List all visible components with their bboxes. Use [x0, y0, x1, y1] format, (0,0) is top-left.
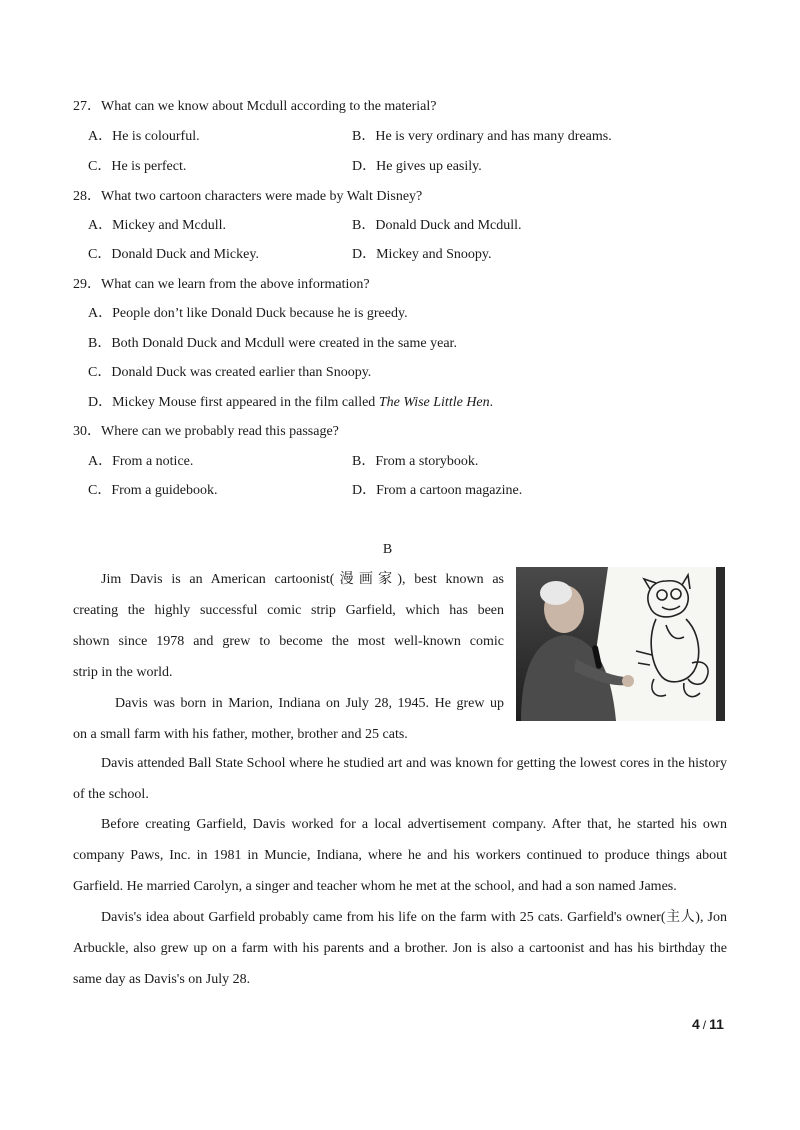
question-29-option-c: C．Donald Duck was created earlier than Snoopy.	[88, 365, 372, 380]
question-29-option-a: A．People don’t like Donald Duck because he is greedy.	[88, 306, 408, 321]
passage-paragraph-3: Davis attended Ball State School where he studied art and was known for getting the lowest cores in the history of the school.	[73, 756, 727, 802]
question-27-option-a: A．He is colourful.	[88, 129, 200, 144]
question-28-stem: 28．What two cartoon characters were made by Walt Disney?	[73, 189, 423, 204]
question-29-option-d-period: .	[489, 395, 494, 410]
passage-paragraph-2	[73, 688, 504, 750]
question-29-option-d	[88, 393, 493, 413]
question-27-option-c: C．He is perfect.	[88, 159, 187, 174]
paragraph-1-line-2: creating the highly successful comic strip Garfield, which has been	[73, 603, 504, 618]
passage-paragraph-4: Before creating Garfield, Davis worked for a local advertisement company. After that, he started his own company Paws, Inc. in 1981 in Muncie, Indiana, where he and his workers continued to produce things about Garfield. He married Carolyn, a singer and teacher whom he met at the school, and had a son named James.	[73, 817, 727, 894]
question-30-option-b: B．From a storybook.	[352, 454, 479, 469]
paragraph-2-line-1: Davis was born in Marion, Indiana on July 28, 1945. He grew up	[115, 696, 504, 711]
page-number	[692, 1016, 724, 1032]
question-30-option-d: D．From a cartoon magazine.	[352, 483, 523, 498]
film-title: The Wise Little Hen	[378, 395, 490, 410]
question-28-option-a: A．Mickey and Mcdull.	[88, 218, 227, 233]
page-number-total: 11	[709, 1016, 724, 1032]
paragraph-1-line-4: strip in the world.	[73, 665, 173, 680]
paragraph-1-line-1: Jim Davis is an American cartoonist(漫画家), best known as	[101, 572, 504, 587]
question-28-option-d: D．Mickey and Snoopy.	[352, 247, 492, 262]
question-27-option-d: D．He gives up easily.	[352, 159, 482, 174]
question-28-option-c: C．Donald Duck and Mickey.	[88, 247, 259, 262]
passage-paragraph-1	[73, 564, 504, 688]
question-29-option-d-text: D．Mickey Mouse first appeared in the film called	[88, 395, 379, 410]
passage-paragraph-5: Davis's idea about Garfield probably came from his life on the farm with 25 cats. Garfield's owner(主人), Jon Arbuckle, also grew up on a farm with his parents and a brother. Jon is also a cartoonist and has his birthday the same day as Davis's on July 28.	[73, 910, 727, 987]
question-27-stem: 27．What can we know about Mcdull according to the material?	[73, 99, 437, 114]
question-28-option-b: B．Donald Duck and Mcdull.	[352, 218, 522, 233]
question-30-option-c: C．From a guidebook.	[88, 483, 218, 498]
paragraph-1-line-3: shown since 1978 and grew to become the most well-known comic	[73, 634, 504, 649]
cartoonist-drawing-photo	[516, 567, 725, 721]
question-30-stem: 30．Where can we probably read this passage?	[73, 424, 339, 439]
page-number-separator: /	[702, 1018, 707, 1032]
question-27-option-b: B．He is very ordinary and has many dreams.	[352, 129, 612, 144]
section-label: B	[382, 542, 393, 557]
page-number-current: 4	[692, 1016, 700, 1032]
question-29-stem: 29．What can we learn from the above information?	[73, 277, 370, 292]
question-30-option-a: A．From a notice.	[88, 454, 194, 469]
paragraph-2-line-2: on a small farm with his father, mother, brother and 25 cats.	[73, 727, 408, 742]
question-29-option-b: B．Both Donald Duck and Mcdull were created in the same year.	[88, 336, 457, 351]
